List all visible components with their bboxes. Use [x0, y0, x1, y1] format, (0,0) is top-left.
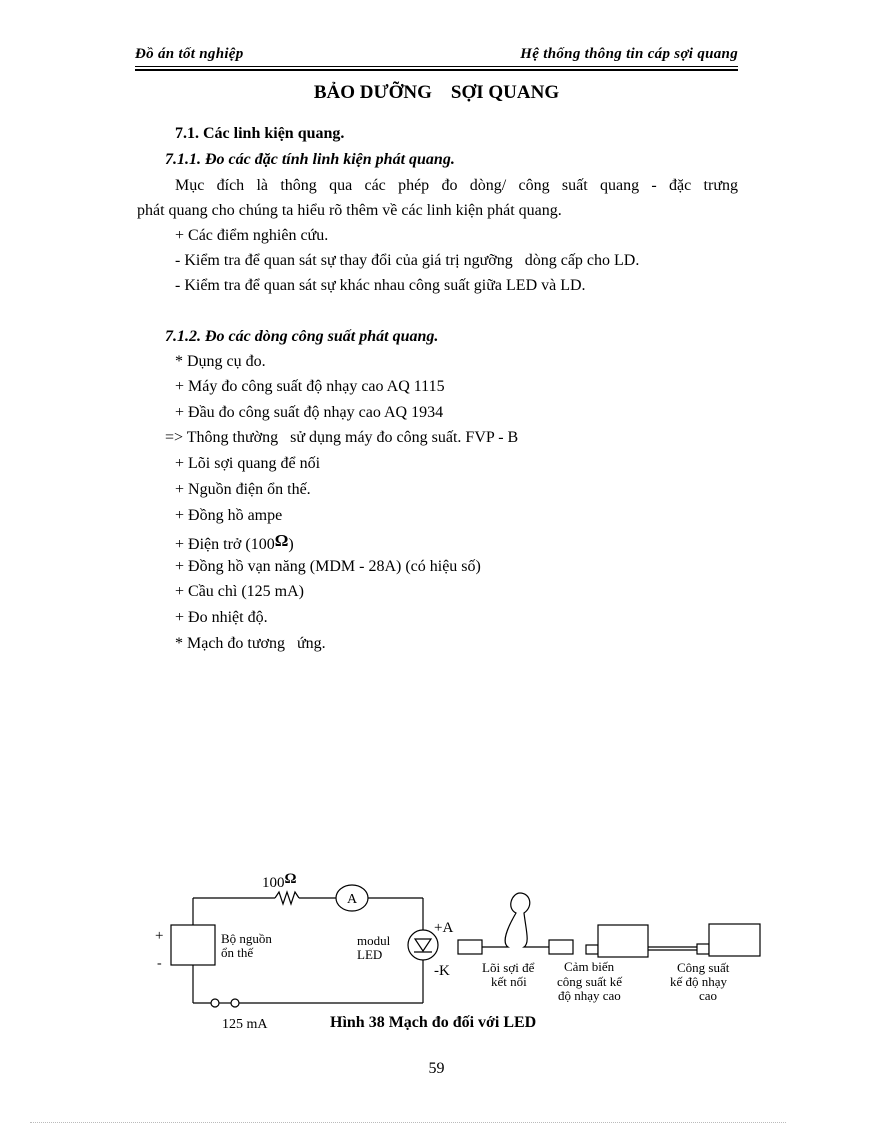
point-1: + Các điểm nghiên cứu. [175, 227, 329, 244]
list-item: + Cầu chì (125 mA) [175, 583, 304, 600]
fiber-label-2: kết nối [491, 974, 527, 989]
anode-label: +A [434, 920, 454, 936]
sensor-label-1: Cảm biến [564, 959, 615, 974]
fuse-terminal-right [231, 999, 239, 1007]
paragraph-line-2: phát quang cho chúng ta hiểu rõ thêm về các linh kiện phát quang. [137, 202, 562, 219]
header-rule-thin [135, 66, 738, 67]
list-item: + Đồng hồ vạn năng (MDM - 28A) (có hiệu số) [175, 558, 481, 575]
list-item: * Mạch đo tương ứng. [175, 635, 326, 652]
list-item-resistor [175, 531, 294, 555]
subheading-2: 7.1.2. Đo các dòng công suất phát quang. [165, 328, 439, 345]
close-paren: ) [288, 536, 294, 553]
fiber-loop [482, 893, 549, 947]
point-2: - Kiểm tra để quan sát sự thay đổi của giá trị ngưỡng dòng cấp cho LD. [175, 252, 640, 269]
list-item: + Đo nhiệt độ. [175, 609, 268, 626]
meter-port [697, 944, 709, 954]
source-label-2: ổn thế [221, 945, 254, 960]
figure-caption: Hình 38 Mạch đo đối với LED [330, 1014, 537, 1031]
list-item: + Nguồn điện ổn thế. [175, 481, 311, 498]
resistor-symbol [275, 892, 299, 904]
sensor-label-2: công suất kế [557, 974, 622, 989]
plus-label: + [155, 928, 164, 944]
meter-label-1: Công suất [677, 960, 730, 975]
fuse-terminal-left [211, 999, 219, 1007]
list-item: + Lõi sợi quang để nối [175, 455, 321, 472]
power-source-box [171, 925, 215, 965]
paragraph-line-1: Mục đích là thông qua các phép đo dòng/ công suất quang - đặc trưng [175, 177, 738, 194]
fiber-connector-left [458, 940, 482, 954]
section-heading: 7.1. Các linh kiện quang. [175, 125, 345, 142]
list-item: * Dụng cụ đo. [175, 353, 266, 370]
module-label-1: modul [357, 933, 391, 948]
header-rule-thick [135, 69, 738, 71]
sensor-box [598, 925, 648, 957]
power-meter-box [709, 924, 760, 956]
point-3: - Kiểm tra để quan sát sự khác nhau công suất giữa LED và LD. [175, 277, 586, 294]
meter-label-2: kế độ nhạy [670, 974, 728, 989]
cathode-label: -K [434, 963, 450, 979]
page-title: BẢO DƯỠNG SỢI QUANG [313, 82, 560, 103]
page-number: 59 [428, 1060, 445, 1077]
ohm-symbol: Ω [274, 531, 289, 550]
list-item: + Đồng hồ ampe [175, 507, 283, 524]
sensor-port [586, 945, 598, 954]
list-item: => Thông thường sử dụng máy đo công suất. FVP - B [165, 429, 519, 446]
subheading-1: 7.1.1. Đo các đặc tính linh kiện phát quang. [165, 151, 455, 168]
meter-label-3: cao [699, 988, 718, 1003]
resistor-item-text: + Điện trở (100 [175, 536, 275, 553]
header-right: Hệ thống thông tin cáp sợi quang [520, 46, 738, 62]
fiber-label-1: Lõi sợi để [482, 960, 535, 975]
source-label-1: Bộ nguồn [221, 931, 272, 946]
minus-label: - [157, 956, 162, 971]
list-item: + Máy đo công suất độ nhạy cao AQ 1115 [175, 378, 445, 395]
fiber-connector-right [549, 940, 573, 954]
ammeter-label: A [347, 892, 358, 907]
list-item: + Đầu đo công suất độ nhạy cao AQ 1934 [175, 404, 444, 421]
sensor-label-3: độ nhạy cao [558, 988, 621, 1003]
fuse-label: 125 mA [222, 1017, 268, 1032]
module-label-2: LED [357, 947, 383, 962]
resistor-label: 100Ω [262, 871, 297, 891]
header-left: Đồ án tốt nghiệp [135, 46, 244, 62]
